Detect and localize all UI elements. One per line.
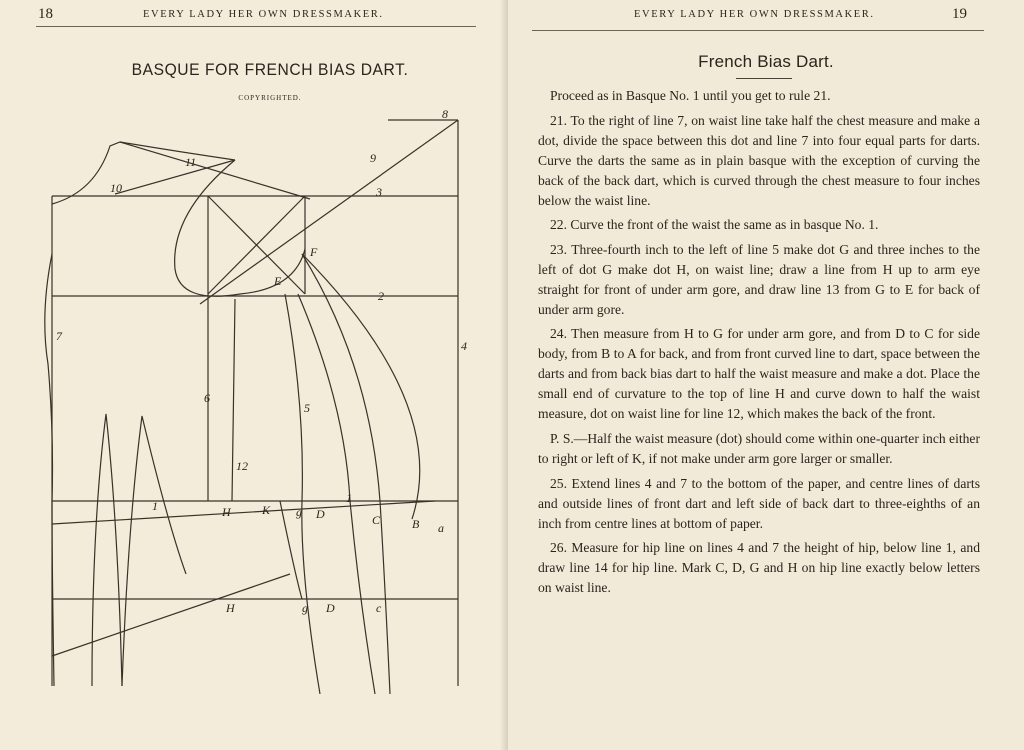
label-H-hip: H (226, 601, 235, 615)
front-dart (92, 414, 122, 686)
label-E: E (274, 274, 282, 288)
right-page-title: French Bias Dart. (698, 52, 834, 71)
line-13 (285, 294, 320, 694)
line-9-bias (200, 120, 458, 304)
label-1a: 1 (152, 499, 158, 513)
label-D-hip: D (326, 601, 335, 615)
paragraph-22: 22. Curve the front of the waist the same as in basque No. 1. (550, 217, 879, 233)
line-14 (52, 574, 290, 656)
title-underline (736, 78, 792, 79)
pattern-draft-diagram (40, 104, 480, 694)
label-11: 11 (185, 155, 197, 169)
label-D: D (316, 507, 325, 521)
label-C: C (372, 513, 381, 527)
label-3: 3 (376, 185, 382, 199)
label-F: F (310, 245, 318, 259)
label-6: 6 (204, 391, 210, 405)
label-4: 4 (461, 339, 467, 353)
instructions-text (538, 86, 980, 603)
line-12-curve (302, 254, 420, 519)
shoulder-line (120, 142, 310, 199)
left-page-title: BASQUE FOR FRENCH BIAS DART. (131, 60, 409, 79)
under-arm-front (232, 299, 235, 501)
paragraph-21: 21. To the right of line 7, on waist line take half the chest measure and make a dot, divide the space between this dot and line 7 into four equal parts for darts. Curve the darts the same as in plain basque with the exception of curving the back of the back dart, which is curved through the chest measure to four inches below the waist line. (538, 112, 980, 208)
label-K: K (262, 503, 271, 517)
back-dart (122, 416, 186, 686)
side-body-curve (298, 294, 375, 694)
label-G: g (296, 505, 302, 519)
left-page-number: 18 (38, 6, 53, 22)
label-G-hip: g (302, 601, 308, 615)
paragraph-23: 23. Three-fourth inch to the left of line 5 make dot G and three inches to the left of dot G make dot H, on waist line; draw a line from H up to arm eye straight for front of under arm gore, and draw line 13 from G to E for back of under arm gore. (538, 241, 980, 317)
copyright-notice: COPYRIGHTED. (238, 94, 302, 102)
label-12: 12 (236, 459, 248, 473)
right-header-rule (532, 30, 984, 31)
right-page (508, 0, 1024, 750)
left-page (0, 0, 508, 750)
back-curve (302, 254, 390, 694)
paragraph-ps: P. S.—Half the waist measure (dot) should come within one-quarter inch either to right or left of K, if not make under arm gore larger or smaller. (538, 430, 980, 466)
label-1b: 1 (346, 491, 352, 505)
right-running-head: EVERY LADY HER OWN DRESSMAKER. (634, 9, 875, 20)
label-C-hip: c (376, 601, 382, 615)
paragraph-26: 26. Measure for hip line on lines 4 and 7 the height of hip, below line 1, and draw line 14 for hip line. Mark C, D, G and H on hip line exactly below letters on waist line. (538, 540, 980, 596)
left-running-head: EVERY LADY HER OWN DRESSMAKER. (143, 9, 384, 20)
right-page-number: 19 (952, 6, 967, 22)
label-8: 8 (442, 107, 448, 121)
label-A: a (438, 521, 444, 535)
label-10: 10 (110, 181, 122, 195)
label-5: 5 (304, 401, 310, 415)
label-9: 9 (370, 151, 376, 165)
front-curve (45, 254, 54, 686)
label-2: 2 (378, 289, 384, 303)
label-B: B (412, 517, 420, 531)
neck-curve (52, 142, 235, 204)
label-7: 7 (56, 329, 62, 343)
left-header-rule (36, 26, 476, 27)
paragraph-25: 25. Extend lines 4 and 7 to the bottom of the paper, and centre lines of darts and outside lines of front dart and left side of back dart to three-eighths of an inch from centre lines at bottom of paper. (538, 475, 980, 531)
label-H: H (222, 505, 231, 519)
paragraph-intro: Proceed as in Basque No. 1 until you get to rule 21. (550, 88, 831, 103)
paragraph-24: 24. Then measure from H to G for under arm gore, and from D to C for side body, from B to A for back, and from front curved line to dart, space between the darts and from back bias dart to half the waist measure and make a dot. Place the small end of curvature to the top of line H and curve down to half the waist measure, dot on waist line for line 12, which makes the back of the front. (538, 326, 980, 422)
